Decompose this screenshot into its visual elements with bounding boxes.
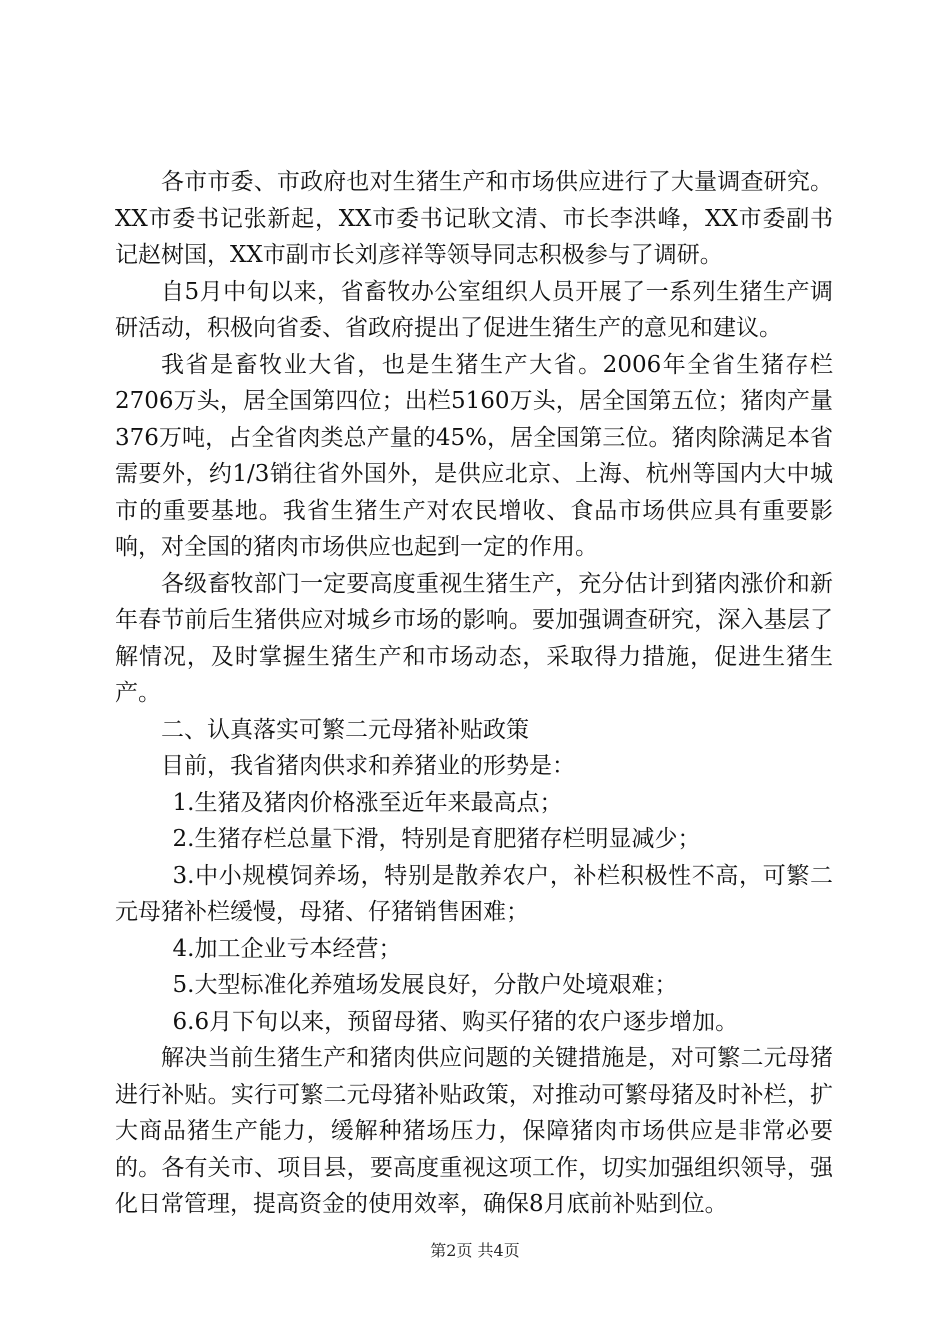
paragraph: 目前，我省猪肉供求和养猪业的形势是： (161, 753, 575, 779)
paragraph: 我省是畜牧业大省，也是生猪生产大省。2006年全省生猪存栏2706万头，居全国第四位；出栏5160万头，居全国第五位；猪肉产量376万吨，占全省肉类总产量的45%，居全国第三位。猪肉除满足本省需要外，约1/3销往省外国外，是供应北京、上海、杭州等国内大中城市的重要基地。我省生猪生产对农民增收、食品市场供应具有重要影响，对全国的猪肉市场供应也起到一定的作用。 (115, 351, 833, 560)
list-item: 4.加工企业亏本经营； (172, 935, 402, 962)
paragraph: 各市市委、市政府也对生猪生产和市场供应进行了大量调查研究。XX市委书记张新起，XX市委书记耿文清、市长李洪峰，XX市委副书记赵树国，XX市副市长刘彦祥等领导同志积极参与了调研。 (115, 169, 833, 268)
list-item: 5.大型标准化养殖场发展良好，分散户处境艰难； (172, 972, 678, 998)
list-item: 3.中小规模饲养场，特别是散养农户，补栏积极性不高，可繁二元母猪补栏缓慢，母猪、仔猪销售困难； (115, 862, 833, 925)
list-item: 2.生猪存栏总量下滑，特别是育肥猪存栏明显减少； (172, 826, 701, 852)
list-item: 6.6月下旬以来，预留母猪、购买仔猪的农户逐步增加。 (172, 1008, 739, 1035)
paragraph: 各级畜牧部门一定要高度重视生猪生产，充分估计到猪肉涨价和新年春节前后生猪供应对城乡市场的影响。要加强调查研究，深入基层了解情况，及时掌握生猪生产和市场动态，采取得力措施，促进生猪生产。 (115, 570, 833, 706)
paragraph: 解决当前生猪生产和猪肉供应问题的关键措施是，对可繁二元母猪进行补贴。实行可繁二元母猪补贴政策，对推动可繁母猪及时补栏，扩大商品猪生产能力，缓解种猪场压力，保障猪肉市场供应是非常必要的。各有关市、项目县，要高度重视这项工作，切实加强组织领导，强化日常管理，提高资金的使用效率，确保8月底前补贴到位。 (115, 1045, 833, 1217)
section-heading: 二、认真落实可繁二元母猪补贴政策 (161, 716, 529, 743)
list-item: 1.生猪及猪肉价格涨至近年来最高点； (172, 789, 563, 816)
paragraph: 自5月中旬以来，省畜牧办公室组织人员开展了一系列生猪生产调研活动，积极向省委、省政府提出了促进生猪生产的意见和建议。 (115, 278, 833, 341)
page-number-footer: 第2页 共4页 (430, 1241, 520, 1260)
document-body (115, 164, 833, 1223)
